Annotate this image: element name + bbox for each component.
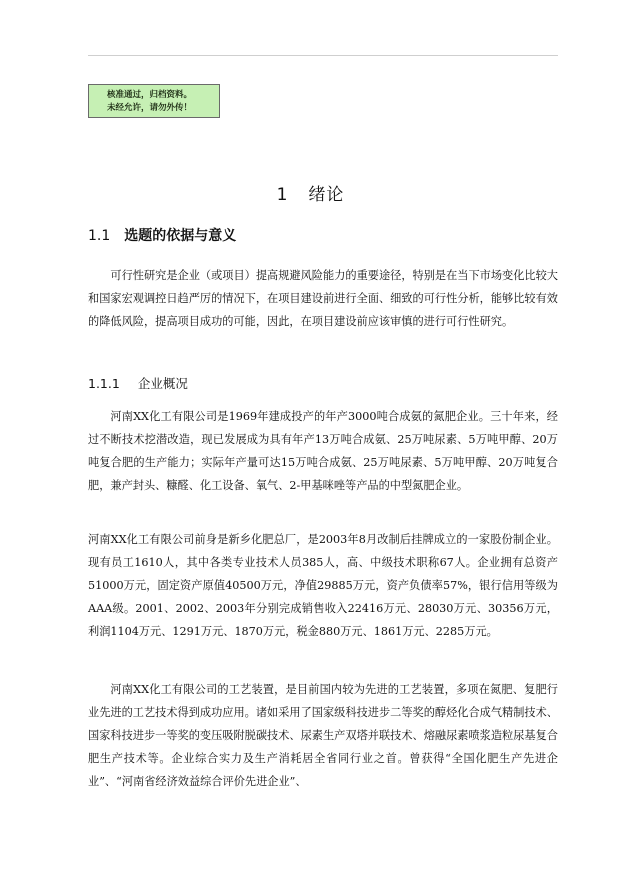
paragraph-feasibility: 可行性研究是企业（或项目）提高规避风险能力的重要途径，特别是在当下市场变化比较大和国家宏观调控日趋严厉的情况下，在项目建设前进行全面、细致的可行性分析，能够比较有效的降低风险，提高项目成功的可能，因此，在项目建设前应该审慎的进行可行性研究。 xyxy=(88,269,558,328)
paragraph-process-equipment: 河南XX化工有限公司的工艺装置，是目前国内较为先进的工艺装置，多项在氮肥、复肥行业先进的工艺技术得到成功应用。诸如采用了国家级科技进步二等奖的醇烃化合成气精制技术、国家科技进步一等奖的变压吸附脱碳技术、尿素生产双塔并联技术、熔融尿素喷浆造粒尿基复合肥生产技术等。企业综合实力及生产消耗居全省同行业之首。曾获得“全国化肥生产先进企业”、“河南省经济效益综合评价先进企业”、 xyxy=(88,683,558,788)
confidential-stamp xyxy=(88,84,220,118)
chapter-heading xyxy=(0,180,621,205)
subsection-title: 企业概况 xyxy=(137,376,188,391)
stamp-line-1: 核准通过，归档资料。 xyxy=(107,90,193,100)
stamp-line-2: 未经允许，请勿外传！ xyxy=(107,103,193,113)
chapter-number: 1 xyxy=(276,185,289,205)
section-title: 选题的依据与意义 xyxy=(124,228,237,244)
subsection-heading xyxy=(88,374,188,392)
paragraph-company-history: 河南XX化工有限公司前身是新乡化肥总厂，是2003年8月改制后挂牌成立的一家股份制企业。现有员工1610人，其中各类专业技术人员385人，高、中级技术职称67人。企业拥有总资产51000万元，固定资产原值40500万元，净值29885万元，资产负债率57%，银行信用等级为AAA级。2001、2002、2003年分别完成销售收入22416万元、28030万元、30356万元，利润1104万元、1291万元、1870万元，税金880万元、1861万元、2285万元。 xyxy=(88,533,558,638)
header-rule xyxy=(88,55,558,56)
section-heading xyxy=(88,225,236,245)
paragraph-company-overview: 河南XX化工有限公司是1969年建成投产的年产3000吨合成氨的氮肥企业。三十年来，经过不断技术挖潜改造，现已发展成为具有年产13万吨合成氨、25万吨尿素、5万吨甲醇、20万吨复合肥的生产能力；实际年产量可达15万吨合成氨、25万吨尿素、5万吨甲醇、20万吨复合肥，兼产封头、糠醛、化工设备、氧气、2-甲基咪唑等产品的中型氮肥企业。 xyxy=(88,410,558,492)
section-number: 1.1 xyxy=(88,228,111,244)
chapter-title: 绪论 xyxy=(308,185,345,205)
subsection-number: 1.1.1 xyxy=(88,376,120,391)
